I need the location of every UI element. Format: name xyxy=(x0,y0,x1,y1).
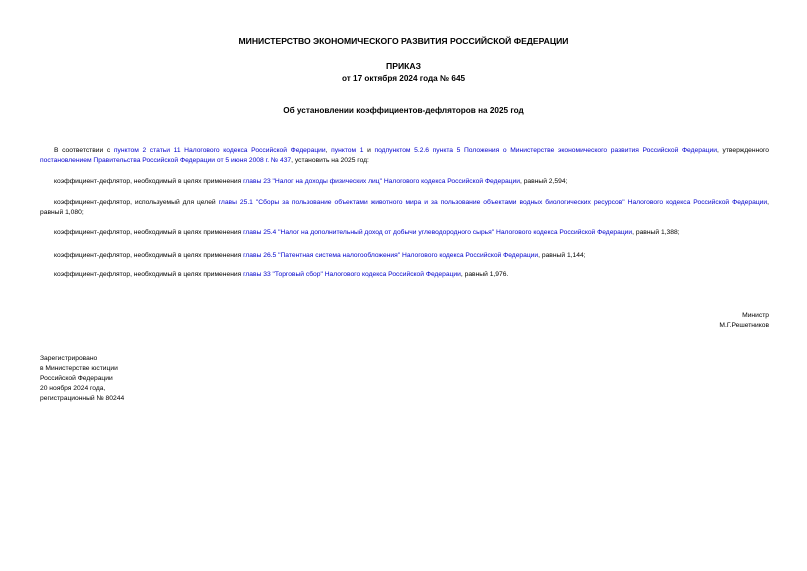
intro-text-3: и xyxy=(363,147,375,154)
registration-line: 20 ноября 2024 года, xyxy=(40,385,106,392)
link-chapter-33[interactable]: главы 33 "Торговый сбор" Налогового кодекса Российской Федерации xyxy=(243,271,461,278)
signature-block xyxy=(719,311,769,331)
item-text-post: , равный 2,594; xyxy=(520,178,568,185)
list-item xyxy=(40,177,769,187)
intro-paragraph xyxy=(40,146,769,166)
link-chapter-25-4[interactable]: главы 25.4 "Налог на дополнительный доход от добычи углеводородного сырья" Налогового кодекса Российской Федерации xyxy=(243,229,633,236)
registration-block xyxy=(40,354,124,404)
signer-position: Министр xyxy=(742,312,769,319)
item-text-post: , равный 1,976. xyxy=(460,271,509,278)
date-number: от 17 октября 2024 года № 645 xyxy=(341,74,466,83)
link-ministry-regulation[interactable]: подпунктом 5.2.6 пункта 5 Положения о Министерстве экономического развития Российской Федерации xyxy=(374,147,717,154)
item-text-pre: коэффициент-дефлятор, необходимый в целях применения xyxy=(54,252,244,259)
item-text-post: , равный 1,144; xyxy=(538,252,586,259)
link-chapter-23[interactable]: главы 23 "Налог на доходы физических лиц" Налогового кодекса Российской Федерации xyxy=(243,178,520,185)
ministry-heading: МИНИСТЕРСТВО ЭКОНОМИЧЕСКОГО РАЗВИТИЯ РОССИЙСКОЙ ФЕДЕРАЦИИ xyxy=(238,36,569,46)
intro-text-2: , xyxy=(325,147,332,154)
link-government-decree[interactable]: постановлением Правительства Российской Федерации от 5 июня 2008 г. № 437 xyxy=(40,157,292,164)
item-text-pre: коэффициент-дефлятор, необходимый в целях применения xyxy=(54,271,244,278)
intro-text-4: , утвержденного xyxy=(717,147,770,154)
item-text-post: , равный 1,080; xyxy=(40,199,769,216)
document-title: Об установлении коэффициентов-дефляторов на 2025 год xyxy=(283,106,524,115)
item-text-post: , равный 1,388; xyxy=(632,229,680,236)
signer-name: М.Г.Решетников xyxy=(719,322,769,329)
link-point-1[interactable]: пунктом 1 xyxy=(331,147,364,154)
link-chapter-25-1[interactable]: главы 25.1 "Сборы за пользование объектами животного мира и за пользование объектами водных биологических ресурсов" Налогового кодекса Российской Федерации xyxy=(218,199,768,206)
list-item xyxy=(40,270,769,280)
registration-line: в Министерстве юстиции xyxy=(40,365,118,372)
list-item xyxy=(40,228,769,238)
link-tax-code-article-11[interactable]: пунктом 2 статьи 11 Налогового кодекса Российской Федерации xyxy=(113,147,326,154)
registration-line: Зарегистрировано xyxy=(40,355,98,362)
intro-text-5: , установить на 2025 год: xyxy=(291,157,369,164)
registration-line: Российской Федерации xyxy=(40,375,113,382)
registration-line: регистрационный № 80244 xyxy=(40,395,125,402)
item-text-pre: коэффициент-дефлятор, необходимый в целях применения xyxy=(54,229,244,236)
link-chapter-26-5[interactable]: главы 26.5 "Патентная система налогообложения" Налогового кодекса Российской Федерации xyxy=(243,252,539,259)
item-text-pre: коэффициент-дефлятор, используемый для целей xyxy=(54,199,219,206)
list-item xyxy=(40,198,769,218)
list-item xyxy=(40,251,769,261)
intro-text-1: В соответствии с xyxy=(54,147,114,154)
item-text-pre: коэффициент-дефлятор, необходимый в целях применения xyxy=(54,178,244,185)
doc-type-heading: ПРИКАЗ xyxy=(386,61,421,71)
